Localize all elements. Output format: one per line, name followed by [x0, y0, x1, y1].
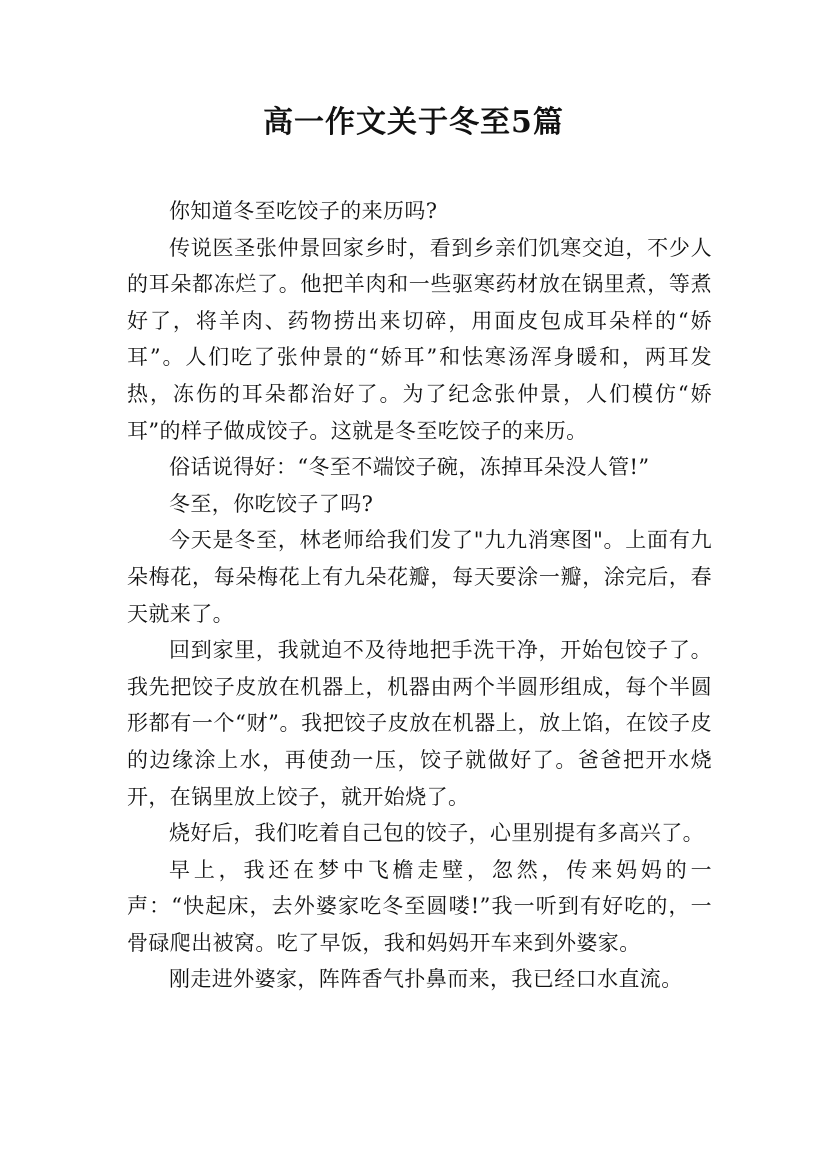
paragraph: 刚走进外婆家，阵阵香气扑鼻而来，我已经口水直流。 — [169, 967, 683, 992]
paragraph: 回到家里，我就迫不及待地把手洗干净，开始包饺子了。我先把饺子皮放在机器上，机器由两个半圆形组成，每个半圆形都有一个“财”。我把饺子皮放在机器上，放上馅，在饺子皮的边缘涂上水，再使劲一压，饺子就做好了。爸爸把开水烧开，在锅里放上饺子，就开始烧了。 — [127, 638, 712, 809]
paragraph: 你知道冬至吃饺子的来历吗? — [169, 199, 438, 223]
paragraph: 早上，我还在梦中飞檐走壁，忽然，传来妈妈的一声：“快起床，去外婆家吃冬至圆喽!”我一听到有好吃的，一骨碌爬出被窝。吃了早饭，我和妈妈开车来到外婆家。 — [127, 857, 712, 955]
paragraph: 冬至，你吃饺子了吗? — [169, 491, 374, 516]
paragraph: 烧好后，我们吃着自己包的饺子，心里别提有多高兴了。 — [169, 821, 704, 846]
paragraph: 俗话说得好：“冬至不端饺子碗，冻掉耳朵没人管!” — [169, 455, 650, 480]
paragraph: 传说医圣张仲景回家乡时，看到乡亲们饥寒交迫，不少人的耳朵都冻烂了。他把羊肉和一些驱寒药材放在锅里煮，等煮好了，将羊肉、药物捞出来切碎，用面皮包成耳朵样的“娇耳”。人们吃了张仲景的“娇耳”和怯寒汤浑身暖和，两耳发热，冻伤的耳朵都治好了。为了纪念张仲景，人们模仿“娇耳”的样子做成饺子。这就是冬至吃饺子的来历。 — [127, 235, 712, 443]
document-title: 高一作文关于冬至5篇 — [263, 105, 564, 140]
paragraph: 今天是冬至，林老师给我们发了"九九消寒图"。上面有九朵梅花，每朵梅花上有九朵花瓣，每天要涂一瓣，涂完后，春天就来了。 — [127, 528, 712, 626]
document-body — [127, 193, 712, 998]
